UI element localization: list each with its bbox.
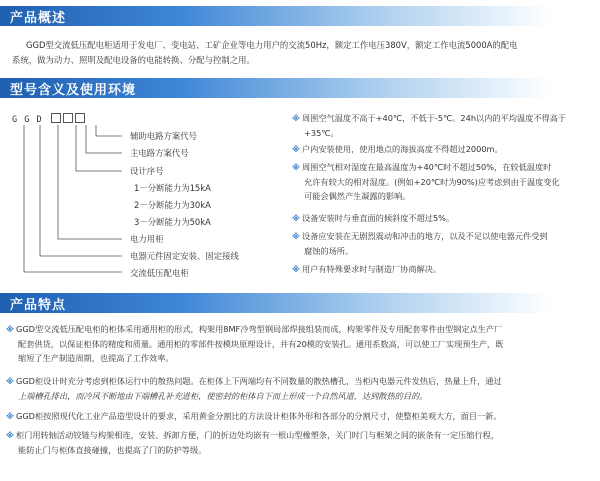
model-code-letters: G G D [12, 115, 43, 125]
env-item-tilt [292, 211, 592, 226]
bullet-marker: ※ [292, 162, 300, 172]
env-text-line: 户内安装使用，使用地点的海拔高度不得超过2000m。 [301, 144, 503, 154]
env-text-line: 用户有特殊要求时与制造厂协商解决。 [301, 264, 442, 274]
feature-text-line: 缩短了生产制造周期，也提高了工作效率。 [18, 353, 174, 363]
section-header-features [0, 293, 600, 313]
feature-item-design [6, 409, 596, 424]
bullet-marker: ※ [292, 144, 300, 154]
model-label-main-circuit: 主电路方案代号 [130, 148, 189, 158]
env-item-temperature [292, 111, 592, 140]
bullet-marker: ※ [292, 264, 300, 274]
model-label-capacity-15ka: 1－分断能力为15kA [134, 183, 211, 193]
bullet-marker: ※ [6, 376, 14, 386]
env-text-line: 设备安装时与垂直面的倾斜度不超过5%。 [301, 213, 455, 223]
model-label-fixed-install: 电器元件固定安装、固定接线 [130, 251, 239, 261]
env-item-special [292, 262, 592, 277]
feature-text-line: GGD型交流低压配电柜的柜体采用通用柜的形式，构架用8MF冷弯型钢局部焊接组装而成，构架零件及专用配套零件由型钢定点生产厂 [15, 324, 503, 334]
env-item-altitude [292, 142, 592, 157]
section-title-model: 型号含义及使用环境 [10, 83, 137, 98]
bullet-marker: ※ [6, 411, 14, 421]
feature-text-line: 上端槽孔排出，而冷风不断地由下端槽孔补充进柜，使密封的柜体自下而上形成一个自然风道，达到散热的目的。 [18, 390, 428, 401]
feature-text-line: 配套供货，以保证柜体的精度和质量。通用柜的零部件按模块原理设计，并有20模的安装孔。通用系数高，可以使工厂实现预生产，既 [18, 338, 504, 349]
bullet-marker: ※ [292, 231, 300, 241]
bullet-marker: ※ [6, 324, 14, 334]
env-text-line: 可能会偶然产生凝露的影响。 [304, 191, 411, 201]
env-text-line: 周围空气温度不高于+40℃，不低于-5℃。24h以内的平均温度不得高于 [301, 113, 567, 123]
section-title-overview: 产品概述 [10, 11, 67, 26]
model-label-aux-circuit: 辅助电路方案代号 [130, 131, 197, 141]
feature-text-line: GGD柜按照现代化工业产品造型设计的要求，采用黄金分割比的方法设计柜体外形和各部分的分割尺寸，使整柜美观大方，面目一新。 [15, 411, 502, 421]
model-label-capacity-30ka: 2－分断能力为30kA [134, 200, 211, 210]
env-item-location [292, 229, 592, 258]
bullet-marker: ※ [292, 213, 300, 223]
section-title-features: 产品特点 [10, 298, 67, 313]
env-text-line: +35℃。 [304, 127, 339, 138]
bullet-marker: ※ [6, 430, 14, 440]
feature-text-line: 能防止门与柜体直接碰撞，也提高了门的防护等级。 [18, 444, 207, 455]
model-label-ac-lv-cabinet: 交流低压配电柜 [130, 268, 189, 278]
feature-item-cabinet-body [6, 322, 596, 366]
env-text-line: 周围空气相对湿度在最高温度为+40℃时不超过50%，在较低温度时 [301, 162, 552, 172]
env-text-line: 设备应安装在无剧烈震动和冲击的地方，以及不足以使电器元件受到 [301, 231, 548, 241]
env-text-line: 腐蚀的场所。 [304, 245, 354, 256]
model-label-capacity-50ka: 3－分断能力为50kA [134, 217, 211, 227]
feature-text-line: GGD柜设计时充分考虑到柜体运行中的散热问题。在柜体上下两端均有不同数量的散热槽孔，当柜内电器元件发热后，热量上升，通过 [15, 376, 502, 386]
feature-text-line: 柜门用转轴活动铰链与构架相连，安装、拆卸方便，门的折边处均嵌有一根山型橡塑条，关门时门与框架之间的嵌条有一定压缩行程， [15, 430, 500, 440]
model-label-power-cabinet: 电力用柜 [130, 234, 164, 244]
feature-item-heat-dissipation [6, 374, 596, 403]
feature-item-door [6, 428, 596, 457]
overview-line-1: GGD型交流低压配电柜适用于发电厂、变电站、工矿企业等电力用户的交流50Hz，额定工作电压380V，额定工作电流5000A的配电 [26, 40, 518, 50]
env-text-line: 允许有较大的相对湿度。(例如+20℃时为90%)应考虑到由于温度变化 [304, 176, 560, 187]
overview-line-2: 系统，做为动力、照明及配电设备的电能转换、分配与控制之用。 [12, 55, 255, 65]
model-label-design-number: 设计序号 [130, 166, 164, 176]
bullet-marker: ※ [292, 113, 300, 123]
env-item-humidity [292, 160, 592, 204]
